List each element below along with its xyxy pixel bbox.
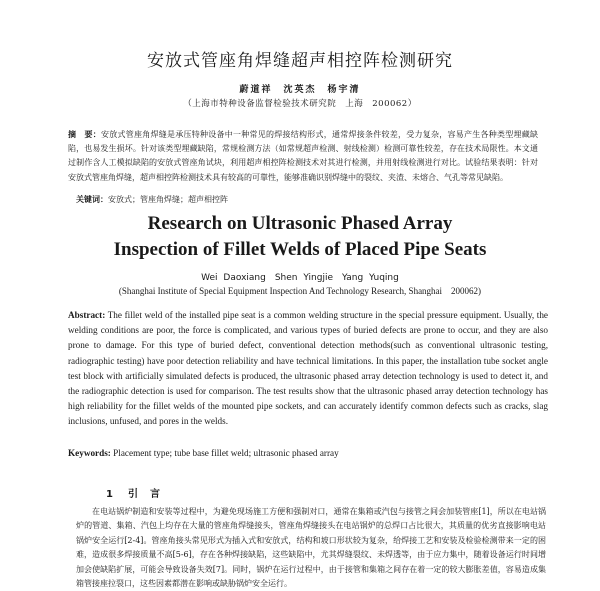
english-keywords [68,448,548,458]
chinese-keywords-label: 关键词： [76,194,108,204]
english-title-line-1: Research on Ultrasonic Phased Array [147,213,453,234]
chinese-abstract [68,127,538,185]
chinese-keywords-text: 安放式；管座角焊缝；超声相控阵 [108,195,228,204]
chinese-keywords [76,194,536,205]
chinese-title: 安放式管座角焊缝超声相控阵检测研究 [147,51,453,71]
chinese-abstract-text: 安放式管座角焊缝是承压特种设备中一种常见的焊接结构形式，通常焊接条件较差，受力复杂，容易产生各种类型埋藏缺陷，也易发生损坏。针对该类型埋藏缺陷，常规检测方法（如常规超声检测、射线检测）检测可靠性较差，存在技术局限性。本文通过制作含人工模拟缺陷的安放式管座角试块，利用超声相控阵检测技术对其进行检测，并用射线检测进行对比。试验结果表明：针对安放式管座角焊缝，超声相控阵检测技术具有较高的可靠性，能够准确识别焊缝中的裂纹、夹渣、未熔合、气孔等常见缺陷。 [68,130,538,182]
section-number: 1 [106,489,114,500]
english-abstract-label: Abstract: [68,310,106,320]
chinese-affiliation: （上海市特种设备监督检验技术研究院 上海 200062） [183,99,417,109]
body-paragraph [76,505,546,591]
english-authors: Wei Daoxiang Shen Yingjie Yang Yuqing [201,273,399,283]
english-keywords-label: Keywords: [68,448,111,458]
english-affiliation: (Shanghai Institute of Special Equipment Inspection And Technology Research, Shanghai 200062) [118,286,482,296]
english-keywords-text: Placement type; tube base fillet weld; ultrasonic phased array [110,448,339,458]
english-abstract-text: The fillet weld of the installed pipe seat is a common welding structure in the special pressure equipment. Usually, the welding conditions are poor, the force is complicated, and various types of buried defects are prone to occur, and they are also prone to damage. For this type of buried defect, conventional detection methods(such as conventional ultrasonic testing, radiographic testing) have poor detection reliability and have technical limitations. In this paper, the installation tube socket angle test block with artificially simulated defects is produced, the ultrasonic phased array detection technology is used to detect it, and the radiographic detection is used for comparison. The test results show that the ultrasonic phased array detection technology has high reliability for the fillet welds of the mounted pipe sockets, and can accurately identify common defects such as cracks, slag inclusions, unfused, and pores in the welds. [68,310,548,427]
chinese-authors: 蔚道祥 沈英杰 杨宇清 [239,85,361,95]
chinese-abstract-label: 摘 要： [68,129,101,139]
english-abstract [68,308,548,430]
english-title [0,211,600,263]
section-heading [106,485,175,500]
english-title-line-2: Inspection of Fillet Welds of Placed Pipe Seats [113,239,487,260]
body-paragraph-text: 在电站锅炉制造和安装等过程中，为避免现场施工方便和强制对口，通常在集箱或汽包与接管之间会加装管座[1]，所以在电站锅炉的管道、集箱、汽包上均存在大量的管座角焊缝接头，管座角焊缝接头在电站锅炉的总焊口占比很大，其质量的优劣直接影响电站锅炉安全运行[2-4]。管座角接头常见形式为插入式和安放式，结构和坡口形状较为复杂，给焊接工艺和安装及检验检测带来一定的困难，造成很多焊接质量不高[5-6]，存在各种焊接缺陷，这些缺陷中，尤其焊缝裂纹、未焊透等，由于应力集中，随着设备运行时间增加会使缺陷扩展，可能会导致设备失效[7]。同时，锅炉在运行过程中，由于接管和集箱之间存在着一定的较大膨胀差值，容易造成集箱管接座拉裂口，这些因素都潜在影响或缺胁锅炉安全运行。 [76,507,546,589]
section-title: 引 言 [127,489,161,500]
